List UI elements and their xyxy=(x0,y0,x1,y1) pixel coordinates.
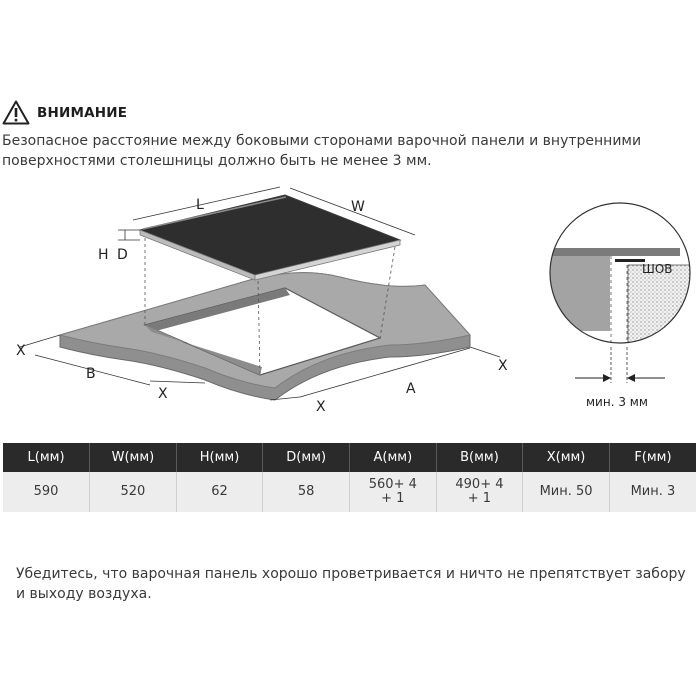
seam-detail xyxy=(540,203,700,345)
label-B: B xyxy=(86,366,96,382)
table-row xyxy=(3,472,696,512)
label-L: L xyxy=(196,197,204,213)
header-F: F(мм) xyxy=(609,443,696,472)
cell-A: 560+ 4 + 1 xyxy=(350,472,437,512)
warning-title: ВНИМАНИЕ xyxy=(37,104,128,121)
header-X: X(мм) xyxy=(523,443,610,472)
label-D: D xyxy=(117,247,128,263)
warning-triangle-icon xyxy=(2,100,30,125)
label-X-left: X xyxy=(16,343,26,359)
header-W: W(мм) xyxy=(90,443,177,472)
installation-diagram xyxy=(0,185,700,425)
min-gap-label: мин. 3 мм xyxy=(586,395,648,409)
header-L: L(мм) xyxy=(3,443,90,472)
gap-indicator xyxy=(575,347,665,409)
cell-X: Мин. 50 xyxy=(523,472,610,512)
header-B: B(мм) xyxy=(436,443,523,472)
cell-W: 520 xyxy=(90,472,177,512)
label-H: H xyxy=(98,247,109,263)
seam-label: ШОВ xyxy=(642,262,673,276)
table-header-row xyxy=(3,443,696,472)
header-D: D(мм) xyxy=(263,443,350,472)
cell-D: 58 xyxy=(263,472,350,512)
label-X-right: X xyxy=(498,358,508,374)
warning-header xyxy=(2,100,127,125)
header-H: H(мм) xyxy=(176,443,263,472)
cell-L: 590 xyxy=(3,472,90,512)
cell-F: Мин. 3 xyxy=(609,472,696,512)
label-W: W xyxy=(351,199,365,215)
header-A: A(мм) xyxy=(350,443,437,472)
cell-B: 490+ 4 + 1 xyxy=(436,472,523,512)
warning-text: Безопасное расстояние между боковыми сторонами варочной панели и внутренними поверхностями столешницы должно быть не менее 3 мм. xyxy=(2,133,642,169)
ventilation-note: Убедитесь, что варочная панель хорошо проветривается и ничто не препятствует забору и выходу воздуха. xyxy=(16,566,686,602)
dimensions-table xyxy=(3,443,696,512)
label-A: A xyxy=(406,381,416,397)
label-X-front: X xyxy=(316,399,326,415)
cell-H: 62 xyxy=(176,472,263,512)
label-X-bottom: X xyxy=(158,386,168,402)
